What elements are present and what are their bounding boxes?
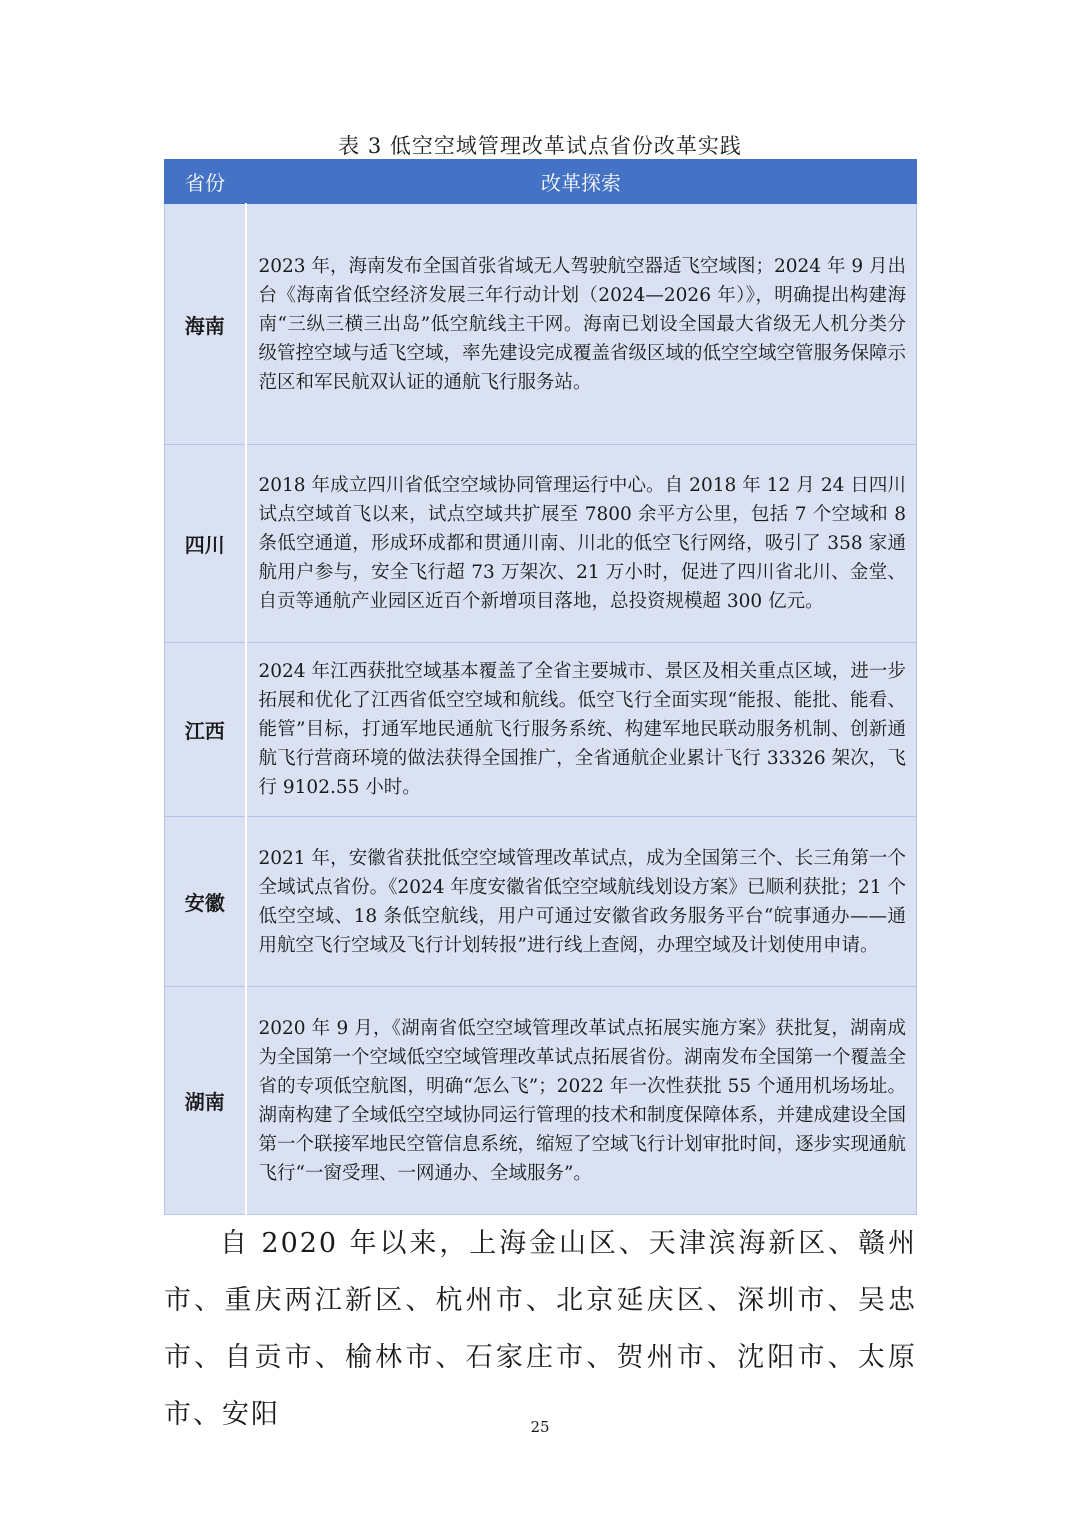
table-row bbox=[165, 445, 917, 643]
reform-cell: 2023 年，海南发布全国首张省域无人驾驶航空器适飞空域图；2024 年 9 月出台《海南省低空经济发展三年行动计划（2024—2026 年）》，明确提出构建海南“三纵三横三出岛”低空航线主干网。海南已划设全国最大省级无人机分类分级管控空域与适飞空域，率先建设完成覆盖省级区域的低空空域空管服务保障示范区和军民航双认证的通航飞行服务站。 bbox=[246, 204, 917, 445]
table-header-row bbox=[165, 160, 917, 204]
province-cell: 江西 bbox=[165, 643, 246, 817]
table-row bbox=[165, 204, 917, 445]
body-paragraph: 自 2020 年以来，上海金山区、天津滨海新区、赣州市、重庆两江新区、杭州市、北京延庆区、深圳市、吴忠市、自贡市、榆林市、石家庄市、贺州市、沈阳市、太原市、安阳 bbox=[164, 1228, 917, 1430]
page-number: 25 bbox=[530, 1418, 550, 1436]
header-province: 省份 bbox=[165, 160, 246, 204]
header-reform: 改革探索 bbox=[246, 160, 917, 204]
reform-cell: 2024 年江西获批空域基本覆盖了全省主要城市、景区及相关重点区域，进一步拓展和优化了江西省低空空域和航线。低空飞行全面实现“能报、能批、能看、能管”目标，打通军地民通航飞行服务系统、构建军地民联动服务机制、创新通航飞行营商环境的做法获得全国推广，全省通航企业累计飞行 33326 架次，飞行 9102.55 小时。 bbox=[246, 643, 917, 817]
reform-cell: 2018 年成立四川省低空空域协同管理运行中心。自 2018 年 12 月 24 日四川试点空域首飞以来，试点空域共扩展至 7800 余平方公里，包括 7 个空域和 8 条低空通道，形成环成都和贯通川南、川北的低空飞行网络，吸引了 358 家通航用户参与，安全飞行超 73 万架次、21 万小时，促进了四川省北川、金堂、自贡等通航产业园区近百个新增项目落地，总投资规模超 300 亿元。 bbox=[246, 445, 917, 643]
province-cell: 湖南 bbox=[165, 987, 246, 1215]
province-cell: 四川 bbox=[165, 445, 246, 643]
province-cell: 安徽 bbox=[165, 817, 246, 987]
reform-cell: 2021 年，安徽省获批低空空域管理改革试点，成为全国第三个、长三角第一个全域试点省份。《2024 年度安徽省低空空域航线划设方案》已顺利获批；21 个低空空域、18 条低空航线，用户可通过安徽省政务服务平台“皖事通办——通用航空飞行空域及飞行计划转报”进行线上查阅，办理空域及计划使用申请。 bbox=[246, 817, 917, 987]
reform-table bbox=[164, 159, 917, 1215]
reform-cell: 2020 年 9 月，《湖南省低空空域管理改革试点拓展实施方案》获批复，湖南成为全国第一个空域低空空域管理改革试点拓展省份。湖南发布全国第一个覆盖全省的专项低空航图，明确“怎么飞”；2022 年一次性获批 55 个通用机场场址。湖南构建了全域低空空域协同运行管理的技术和制度保障体系，并建成建设全国第一个联接军地民空管信息系统，缩短了空域飞行计划审批时间，逐步实现通航飞行“一窗受理、一网通办、全域服务”。 bbox=[246, 987, 917, 1215]
province-cell: 海南 bbox=[165, 204, 246, 445]
table-row bbox=[165, 987, 917, 1215]
table-caption: 表 3 低空空域管理改革试点省份改革实践 bbox=[338, 134, 742, 158]
table-row bbox=[165, 817, 917, 987]
table-row bbox=[165, 643, 917, 817]
